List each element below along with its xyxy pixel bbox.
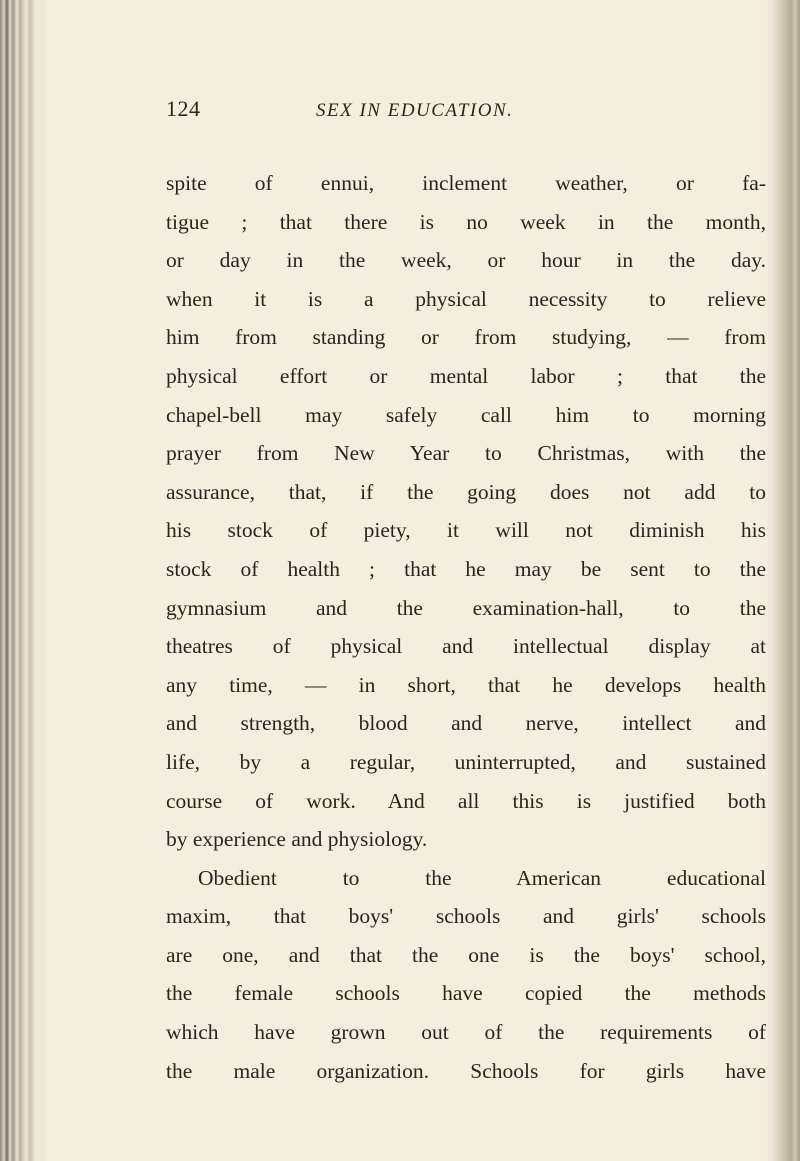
text-line: by experience and physiology.	[166, 827, 428, 852]
text-line: are one, and that the one is the boys' school,	[166, 942, 766, 967]
text-line: life, by a regular, uninterrupted, and sustained	[166, 749, 766, 774]
text-line: assurance, that, if the going does not add to	[166, 479, 766, 504]
text-line: spite of ennui, inclement weather, or fa-	[166, 171, 766, 195]
text-line: or day in the week, or hour in the day.	[166, 248, 766, 273]
page-edge	[766, 0, 800, 1161]
text-line: him from standing or from studying, — from	[166, 325, 766, 350]
text-line: when it is a physical necessity to relieve	[166, 286, 766, 311]
text-line: the female schools have copied the methods	[166, 981, 766, 1006]
text-line: stock of health ; that he may be sent to the	[166, 556, 766, 581]
text-line: course of work. And all this is justified both	[166, 788, 766, 813]
text-line: chapel-bell may safely call him to morning	[166, 402, 766, 427]
text-line: physical effort or mental labor ; that the	[166, 363, 766, 388]
page-header	[166, 96, 766, 126]
body-text	[166, 164, 766, 1090]
text-line: and strength, blood and nerve, intellect and	[166, 711, 766, 736]
page-number: 124	[166, 96, 201, 121]
text-line: maxim, that boys' schools and girls' schools	[166, 904, 766, 929]
text-line: prayer from New Year to Christmas, with the	[166, 441, 766, 466]
text-line: which have grown out of the requirements of	[166, 1020, 766, 1045]
text-line: theatres of physical and intellectual display at	[166, 634, 766, 659]
text-line: Obedient to the American educational	[198, 865, 766, 890]
text-line: any time, — in short, that he develops health	[166, 672, 766, 697]
binding-gutter	[0, 0, 48, 1161]
text-line: gymnasium and the examination-hall, to the	[166, 595, 766, 620]
running-head: SEX IN EDUCATION.	[316, 100, 514, 121]
text-line: tigue ; that there is no week in the month,	[166, 209, 766, 234]
text-line: the male organization. Schools for girls have	[166, 1058, 766, 1083]
text-line: his stock of piety, it will not diminish his	[166, 518, 766, 543]
